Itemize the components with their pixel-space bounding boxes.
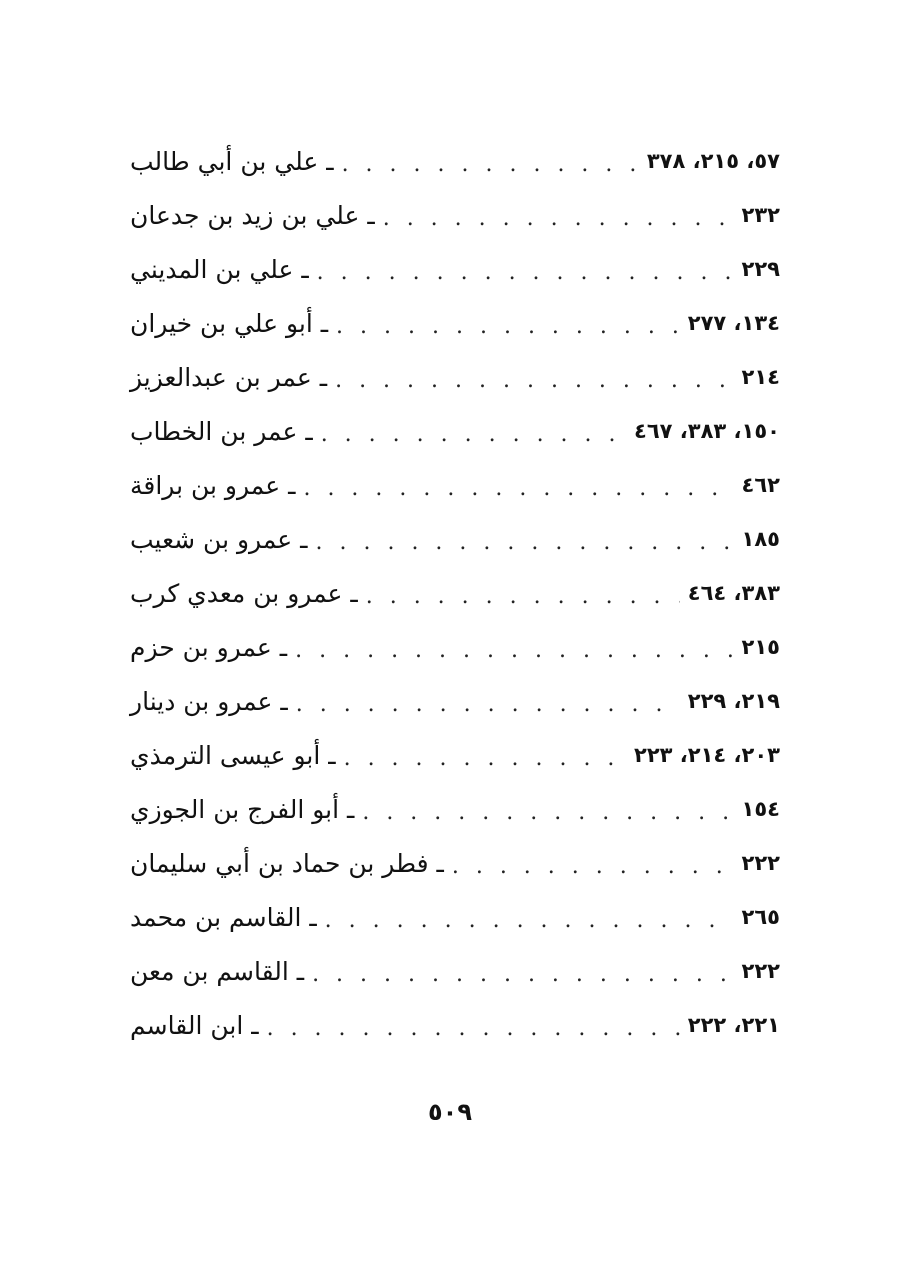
leader-dots <box>316 524 734 555</box>
leader-dots <box>342 146 639 177</box>
entry-name: ـ علي بن زيد بن جدعان <box>130 200 375 230</box>
index-entry <box>130 404 780 458</box>
entry-pages: ٢٢٢ <box>741 959 780 983</box>
index-entry <box>130 296 780 350</box>
entry-name: ـ فطر بن حماد بن أبي سليمان <box>130 848 444 878</box>
index-entry <box>130 458 780 512</box>
index-entry <box>130 782 780 836</box>
entry-name: ـ عمرو بن حزم <box>130 632 288 662</box>
entry-name: ـ عمرو بن معدي كرب <box>130 578 358 608</box>
index-entry <box>130 890 780 944</box>
page-number: ٥٠٩ <box>428 1098 472 1126</box>
entry-name: ـ ابن القاسم <box>130 1010 259 1040</box>
entry-pages: ١٥٠، ٣٨٣، ٤٦٧ <box>634 419 780 443</box>
leader-dots <box>336 308 680 339</box>
index-entry <box>130 512 780 566</box>
leader-dots <box>312 956 733 987</box>
index-entry <box>130 188 780 242</box>
index-entry <box>130 242 780 296</box>
entry-pages: ١٥٤ <box>741 797 780 821</box>
entry-pages: ٢٢٩ <box>741 257 780 281</box>
entry-pages: ٢٢١، ٢٢٢ <box>687 1013 780 1037</box>
leader-dots <box>325 902 734 933</box>
entry-name: ـ عمرو بن شعيب <box>130 524 308 554</box>
entry-name: ـ عمر بن عبدالعزيز <box>130 362 328 392</box>
entry-name: ـ عمرو بن دينار <box>130 686 288 716</box>
entry-pages: ٢١٩، ٢٢٩ <box>687 689 780 713</box>
entry-name: ـ أبو الفرج بن الجوزي <box>130 794 355 824</box>
entry-name: ـ أبو علي بن خيران <box>130 308 329 338</box>
entry-pages: ٢٠٣، ٢١٤، ٢٢٣ <box>634 743 780 767</box>
entry-pages: ٢١٥ <box>741 635 780 659</box>
leader-dots <box>452 848 734 879</box>
entry-pages: ٢١٤ <box>741 365 780 389</box>
leader-dots <box>321 416 626 447</box>
entry-pages: ١٣٤، ٢٧٧ <box>687 311 780 335</box>
entry-name: ـ عمرو بن براقة <box>130 470 296 500</box>
index-list <box>130 134 780 1052</box>
index-entry <box>130 836 780 890</box>
index-entry <box>130 566 780 620</box>
leader-dots <box>335 362 733 393</box>
entry-pages: ٣٨٣، ٤٦٤ <box>687 581 780 605</box>
index-entry <box>130 728 780 782</box>
entry-name: ـ عمر بن الخطاب <box>130 416 313 446</box>
entry-name: ـ علي بن المديني <box>130 254 309 284</box>
leader-dots <box>366 578 680 609</box>
index-entry <box>130 134 780 188</box>
index-entry <box>130 998 780 1052</box>
index-entry <box>130 674 780 728</box>
entry-name: ـ القاسم بن محمد <box>130 902 317 932</box>
leader-dots <box>295 632 733 663</box>
leader-dots <box>296 686 680 717</box>
entry-pages: ٤٦٢ <box>741 473 780 497</box>
index-entry <box>130 350 780 404</box>
entry-name: ـ القاسم بن معن <box>130 956 305 986</box>
leader-dots <box>303 470 733 501</box>
leader-dots <box>317 254 734 285</box>
index-entry <box>130 620 780 674</box>
entry-pages: ٢٣٢ <box>741 203 780 227</box>
leader-dots <box>344 740 626 771</box>
index-entry <box>130 944 780 998</box>
entry-pages: ٥٧، ٢١٥، ٣٧٨ <box>646 149 780 173</box>
leader-dots <box>383 200 734 231</box>
leader-dots <box>362 794 733 825</box>
entry-name: ـ أبو عيسى الترمذي <box>130 740 336 770</box>
entry-name: ـ علي بن أبي طالب <box>130 146 334 176</box>
entry-pages: ٢٦٥ <box>741 905 780 929</box>
entry-pages: ١٨٥ <box>741 527 780 551</box>
entry-pages: ٢٢٢ <box>741 851 780 875</box>
leader-dots <box>267 1010 680 1041</box>
